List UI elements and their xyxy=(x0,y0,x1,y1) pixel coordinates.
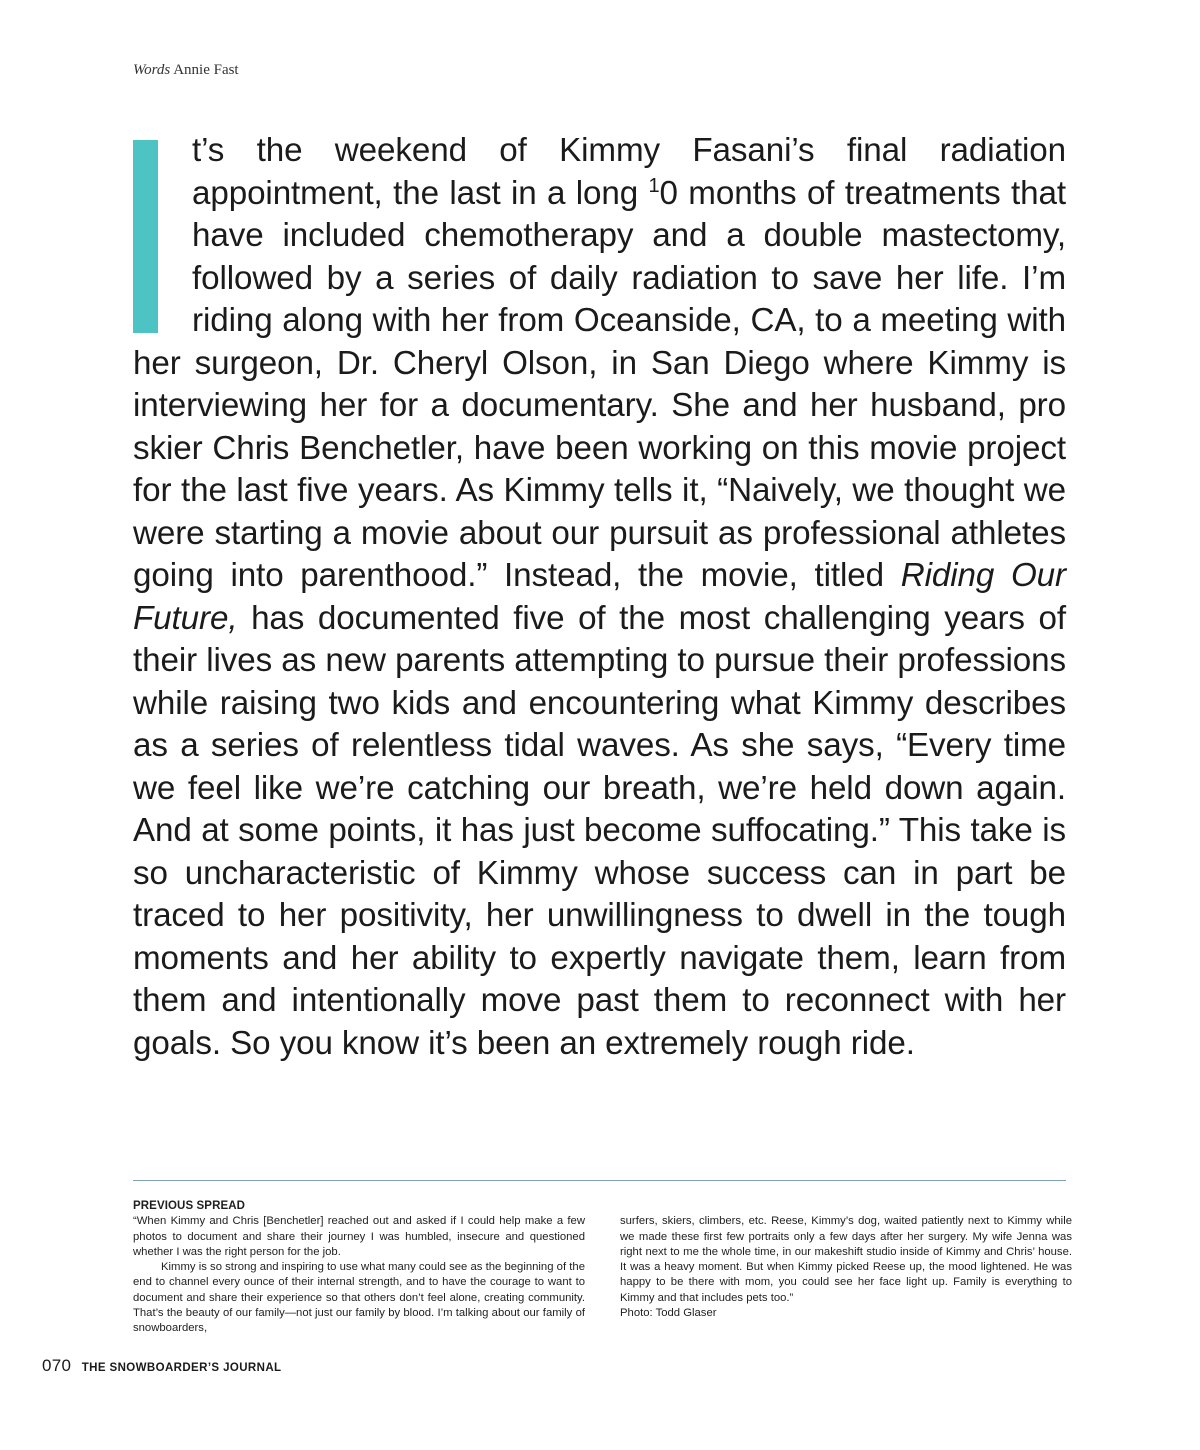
byline xyxy=(133,62,239,79)
lead-line-2-rest: 0 months of treatments xyxy=(659,174,1001,212)
page-number: 070 xyxy=(42,1356,72,1375)
movie-title: Riding Our Future, xyxy=(133,557,1066,637)
caption-paragraph-3: surfers, skiers, climbers, etc. Reese, Kimmy’s dog, waited patiently next to Kimmy while we made these first few portraits only a few days after her surgery. My wife Jenna was right next to me the whole time, in our makeshift studio inside of Kimmy and Chris’ house. It was a heavy moment. But when Kimmy picked Reese up, the mood lightened. He was happy to be there with mom, you could see her face light up. Family is everything to Kimmy and that includes pets too.” xyxy=(620,1215,1072,1304)
page-footer xyxy=(42,1356,281,1376)
caption-paragraph-2: Kimmy is so strong and inspiring to use what many could see as the beginning of the end to channel every ounce of their internal strength, and to have the courage to want to document and share their experience so that others don’t feel alone, creating community. That’s the beauty of our family—not just our family by blood. I’m talking about our family of snowboarders, xyxy=(133,1261,585,1335)
body-text-part-1: CA, to a meeting with her surgeon, Dr. Cheryl Olson, in San Diego where Kimmy is interviewing her for a documentary. She and her husband, pro skier Chris Benchetler, have been working on this movie project for the last five years. As Kimmy tells it, “Naively, we thought we were starting a movie about our pursuit as professional athletes going into parenthood.” Instead, the movie, titled xyxy=(133,302,1067,594)
photo-credit: Photo: Todd Glaser xyxy=(620,1307,717,1320)
caption-divider xyxy=(133,1180,1066,1181)
byline-author: Annie Fast xyxy=(173,62,239,78)
caption-paragraph-1: “When Kimmy and Chris [Benchetler] reached out and asked if I could help make a few photos to document and share their journey I was humbled, insecure and questioned whether I was the right person for the job. xyxy=(133,1215,585,1258)
caption-column-right xyxy=(620,1214,1072,1321)
lead-superscript: 1 xyxy=(648,174,660,197)
drop-cap xyxy=(133,130,192,342)
lead-line-1: t’s the weekend of Kimmy Fasani’s final radiation xyxy=(192,132,1066,169)
body-text-part-2: has documented five of the most challenging years of their lives as new parents attempting to pursue their professions while raising two kids and encountering what Kimmy describes as a series of relentless tidal waves. As she says, “Every time we feel like we’re catching our breath, we’re held down again. And at some points, it has just become suffocating.” This take is so uncharacteristic of Kimmy whose success can in part be traced to her positivity, her unwillingness to dwell in the tough moments and her ability to expertly navigate them, learn from them and intentionally move past them to reconnect with her goals. So you know it’s been an extremely rough ride. xyxy=(133,599,1066,1062)
drop-cap-letter xyxy=(133,140,158,333)
caption-heading: PREVIOUS SPREAD xyxy=(133,1200,246,1212)
publication-name: THE SNOWBOARDER’S JOURNAL xyxy=(81,1362,282,1374)
lead-line-3: that have included chemotherapy and a double xyxy=(192,174,1066,254)
lead-line-2: appointment, the last in a long xyxy=(192,174,649,212)
lead-line-4: mastectomy, followed by a series of daily radiation to xyxy=(192,217,1067,297)
lead-line-5: save her life. I’m riding along with her from Oceanside, xyxy=(192,259,1066,339)
byline-label: Words xyxy=(133,62,171,78)
caption-column-left xyxy=(133,1199,585,1337)
article-body xyxy=(133,130,1066,1065)
